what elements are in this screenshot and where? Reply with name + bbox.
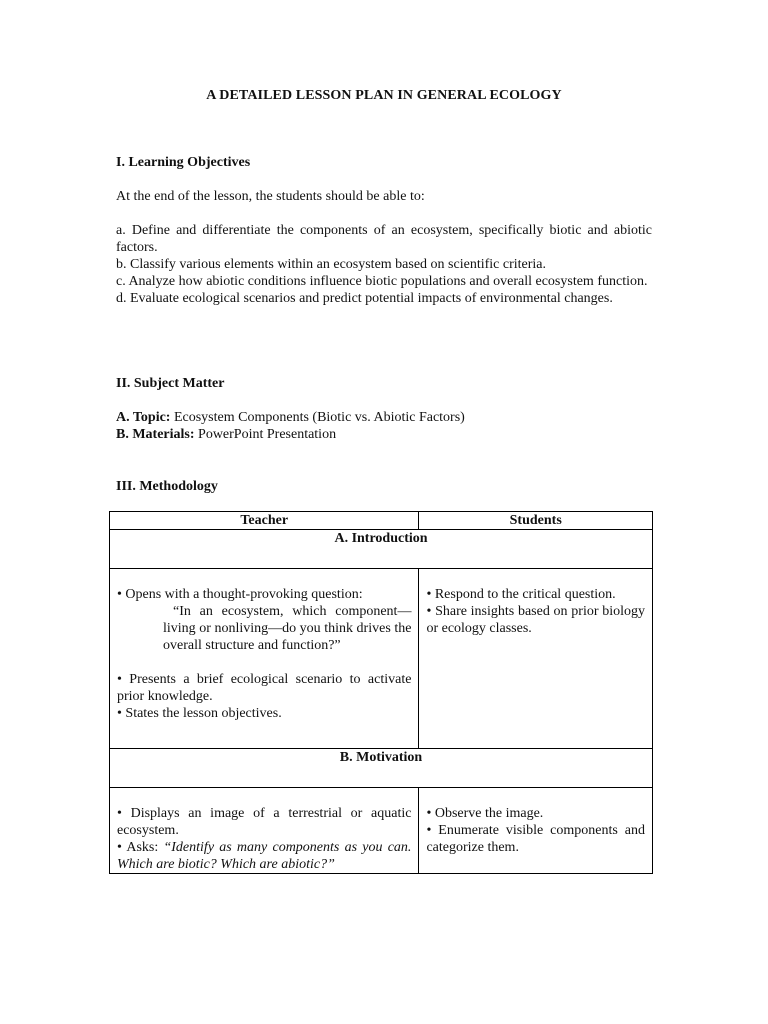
document-title: A DETAILED LESSON PLAN IN GENERAL ECOLOGY	[206, 88, 562, 103]
teacher-bullet: • Asks: “Identify as many components as you can. Which are biotic? Which are abiotic?”	[117, 840, 412, 872]
objectives-list	[116, 222, 652, 307]
teacher-cell	[110, 569, 419, 749]
objectives-intro: At the end of the lesson, the students should be able to:	[116, 189, 425, 204]
objective-item: d. Evaluate ecological scenarios and predict potential impacts of environmental changes.	[116, 291, 613, 306]
topic-value: Ecosystem Components (Biotic vs. Abiotic Factors)	[173, 410, 465, 425]
objectives-heading: I. Learning Objectives	[116, 155, 251, 170]
table-header-row	[110, 512, 653, 530]
teacher-bullet: • States the lesson objectives.	[117, 706, 282, 721]
table-row	[110, 569, 653, 749]
column-header-teacher: Teacher	[110, 512, 419, 530]
objective-item: a. Define and differentiate the components of an ecosystem, specifically biotic and abiotic factors.	[116, 223, 652, 255]
students-bullet: • Enumerate visible components and categorize them.	[426, 823, 645, 855]
teacher-bullet: • Opens with a thought-provoking question:	[117, 587, 363, 602]
students-bullet: • Respond to the critical question.	[426, 587, 616, 602]
section-title: B. Motivation	[110, 749, 653, 788]
students-bullet: • Share insights based on prior biology or ecology classes.	[426, 604, 645, 636]
materials-line	[116, 426, 652, 443]
methodology-heading: III. Methodology	[116, 479, 218, 494]
teacher-bullet: • Displays an image of a terrestrial or aquatic ecosystem.	[117, 806, 412, 838]
methodology-table	[109, 511, 653, 874]
column-header-students: Students	[419, 512, 653, 530]
table-row	[110, 788, 653, 874]
teacher-bullet: • Presents a brief ecological scenario to activate prior knowledge.	[117, 672, 412, 704]
teacher-question: “Identify as many components as you can. Which are biotic? Which are abiotic?”	[117, 840, 412, 872]
section-row-motivation	[110, 749, 653, 788]
materials-value: PowerPoint Presentation	[198, 427, 337, 442]
students-cell	[419, 569, 653, 749]
topic-line	[116, 409, 652, 426]
subject-matter-heading: II. Subject Matter	[116, 376, 225, 391]
materials-label: B. Materials:	[116, 427, 195, 442]
teacher-quote: “In an ecosystem, which component—living or nonliving—do you think drives the overall structure and function?”	[163, 604, 412, 653]
students-bullet: • Observe the image.	[426, 806, 544, 821]
teacher-cell	[110, 788, 419, 874]
objective-item: b. Classify various elements within an ecosystem based on scientific criteria.	[116, 257, 546, 272]
section-title: A. Introduction	[110, 530, 653, 569]
topic-label: A. Topic:	[116, 410, 171, 425]
section-row-introduction	[110, 530, 653, 569]
objective-item: c. Analyze how abiotic conditions influence biotic populations and overall ecosystem function.	[116, 274, 648, 289]
students-cell	[419, 788, 653, 874]
